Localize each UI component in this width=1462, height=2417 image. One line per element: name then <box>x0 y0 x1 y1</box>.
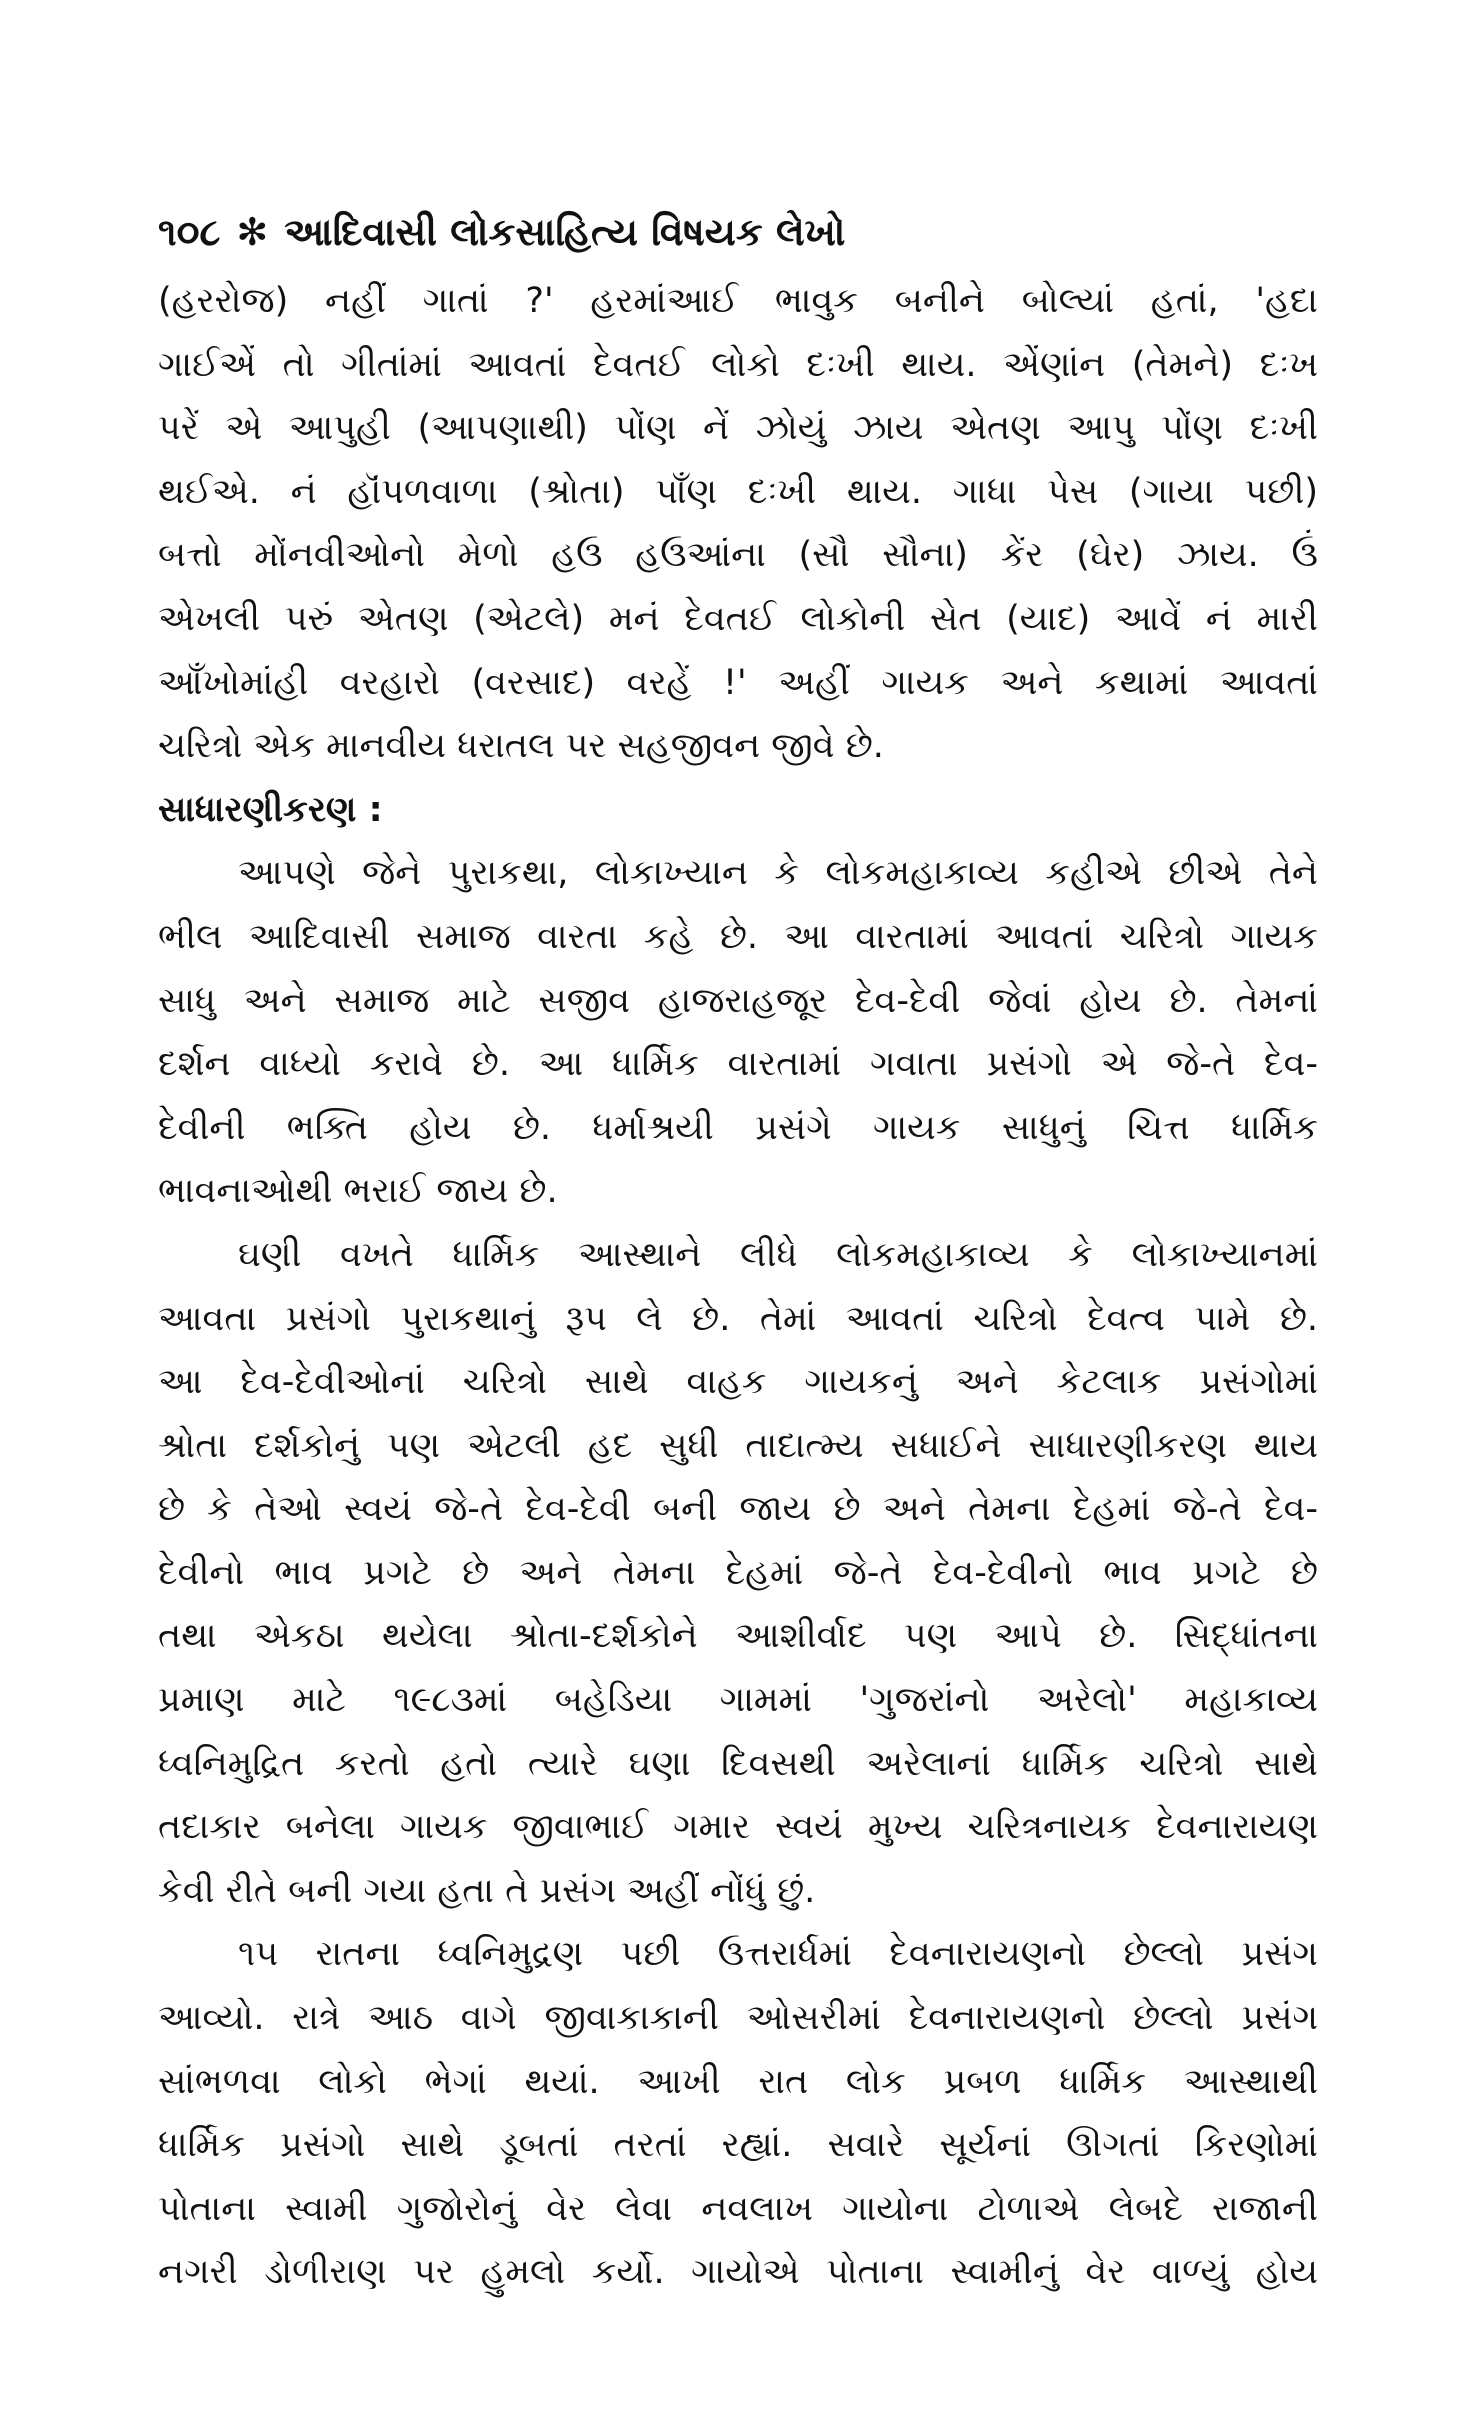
running-header <box>158 196 1318 268</box>
paragraph-first-line: આપણે જેને પુરાકથા, લોકાખ્યાન કે લોકમહાકાવ્ય કહીએ છીએ તેને <box>238 853 1318 894</box>
body-text <box>158 270 1318 2305</box>
text-line: આવ્યો. રાત્રે આઠ વાગે જીવાકાકાની ઓસરીમાં દેવનારાયણનો છેલ્લો પ્રસંગ <box>158 1998 1318 2039</box>
text-line: આઁખોમાંહી વરહારો (વરસાદ) વરહેં !' અહીં ગાયક અને કથામાં આવતાં <box>158 662 1318 703</box>
text-line: ભાવનાઓથી ભરાઈ જાય છે. <box>158 1171 558 1212</box>
text-line: ધ્વનિમુદ્રિત કરતો હતો ત્યારે ઘણા દિવસથી અરેલાનાં ધાર્મિક ચરિત્રો સાથે <box>158 1743 1318 1784</box>
paragraph-first-line: ઘણી વખતે ધાર્મિક આસ્થાને લીધે લોકમહાકાવ્ય કે લોકાખ્યાનમાં <box>238 1234 1318 1275</box>
text-line: છે કે તેઓ સ્વયં જે-તે દેવ-દેવી બની જાય છે અને તેમના દેહમાં જે-તે દેવ- <box>158 1489 1318 1530</box>
book-title: આદિવાસી લોકસાહિત્ય વિષયક લેખો <box>284 210 846 254</box>
text-line: ગાઈએં તો ગીતાંમાં આવતાં દેવતઈ લોકો દઃખી થાય. એંણાંન (તેમને) દઃખ <box>158 344 1318 385</box>
text-line: બત્તો મોંનવીઓનો મેળો હઉ હઉઆંના (સૌ સૌના) કેંર (ઘેર) ઝાય. ઉં <box>158 535 1318 576</box>
text-line: ધાર્મિક પ્રસંગો સાથે ડૂબતાં તરતાં રહ્યાં. સવારે સૂર્યનાં ઊગતાં કિરણોમાં <box>158 2125 1318 2166</box>
text-line: સાધુ અને સમાજ માટે સજીવ હાજરાહજૂર દેવ-દેવી જેવાં હોય છે. તેમનાં <box>158 980 1318 1021</box>
text-line: પોતાના સ્વામી ગુજોરોનું વેર લેવા નવલાખ ગાયોના ટોળાએ લેબદે રાજાની <box>158 2188 1318 2229</box>
text-line: સાંભળવા લોકો ભેગાં થયાં. આખી રાત લોક પ્રબળ ધાર્મિક આસ્થાથી <box>158 2061 1318 2102</box>
text-line: ચરિત્રો એક માનવીય ધરાતલ પર સહજીવન જીવે છે. <box>158 726 884 767</box>
asterisk-separator-icon: ✻ <box>236 210 269 254</box>
text-line: પ્રમાણ માટે ૧૯૮૩માં બહેડિયા ગામમાં 'ગુજરાંનો અરેલો' મહાકાવ્ય <box>158 1680 1318 1721</box>
text-line: આવતા પ્રસંગો પુરાકથાનું રૂપ લે છે. તેમાં આવતાં ચરિત્રો દેવત્વ પામે છે. <box>158 1298 1318 1339</box>
text-line: કેવી રીતે બની ગયા હતા તે પ્રસંગ અહીં નોંધું છું. <box>158 1870 816 1911</box>
text-line: દેવીનો ભાવ પ્રગટે છે અને તેમના દેહમાં જે-તે દેવ-દેવીનો ભાવ પ્રગટે છે <box>158 1552 1318 1593</box>
text-line: દેવીની ભક્તિ હોય છે. ધર્માશ્રયી પ્રસંગે ગાયક સાધુનું ચિત્ત ધાર્મિક <box>158 1107 1318 1148</box>
text-line: નગરી ડોળીરાણ પર હુમલો કર્યો. ગાયોએ પોતાના સ્વામીનું વેર વાળ્યું હોય <box>158 2252 1318 2293</box>
text-line: દર્શન વાધ્યો કરાવે છે. આ ધાર્મિક વારતામાં ગવાતા પ્રસંગો એ જે-તે દેવ- <box>158 1044 1318 1085</box>
text-line: ભીલ આદિવાસી સમાજ વારતા કહે છે. આ વારતામાં આવતાં ચરિત્રો ગાયક <box>158 916 1318 957</box>
page-number: ૧૦૮ <box>158 210 221 254</box>
text-line: પરેં એ આપુહી (આપણાથી) પોંણ નેં ઝોયું ઝાય એતણ આપુ પોંણ દઃખી <box>158 408 1318 449</box>
section-heading: સાધારણીકરણ : <box>158 789 383 830</box>
text-line: એખલી પરું એતણ (એટલે) મનં દેવતઈ લોકોની સેત (યાદ) આવેં નં મારી <box>158 598 1318 639</box>
paragraph-first-line: ૧૫ રાતના ધ્વનિમુદ્રણ પછી ઉત્તરાર્ધમાં દેવનારાયણનો છેલ્લો પ્રસંગ <box>238 1934 1318 1975</box>
text-line: તદાકાર બનેલા ગાયક જીવાભાઈ ગમાર સ્વયં મુખ્ય ચરિત્રનાયક દેવનારાયણ <box>158 1807 1318 1848</box>
text-line: થઈએ. નં હૉંપળવાળા (શ્રોતા) પાઁણ દઃખી થાય. ગાધા પેસ (ગાયા પછી) <box>158 471 1318 512</box>
text-line: તથા એકઠા થયેલા શ્રોતા-દર્શકોને આશીર્વાદ પણ આપે છે. સિદ્ધાંતના <box>158 1616 1318 1657</box>
text-line: (હરરોજ) નહીં ગાતાં ?' હરમાંઆઈ ભાવુક બનીને બોલ્યાં હતાં, 'હદા <box>158 281 1318 321</box>
text-line: શ્રોતા દર્શકોનું પણ એટલી હદ સુધી તાદાત્મ્ય સધાઈને સાધારણીકરણ થાય <box>158 1425 1318 1466</box>
text-line: આ દેવ-દેવીઓનાં ચરિત્રો સાથે વાહક ગાયકનું અને કેટલાક પ્રસંગોમાં <box>158 1362 1318 1403</box>
